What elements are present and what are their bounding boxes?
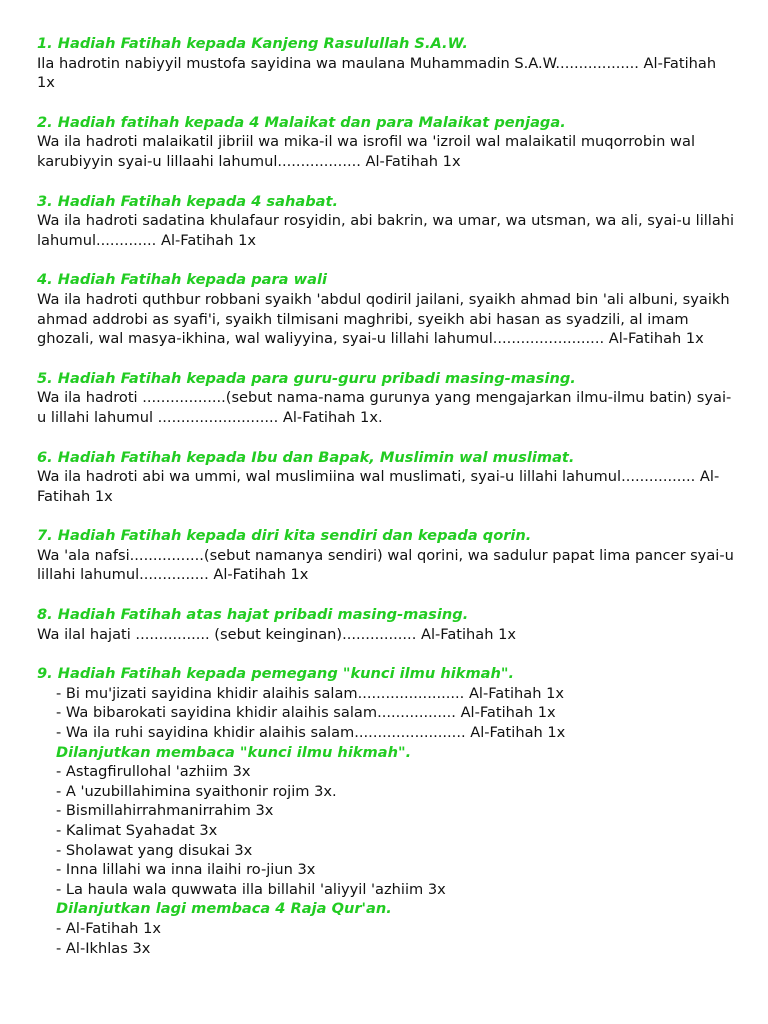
section-body: Wa ila hadroti quthbur robbani syaikh 'abdul qodiril jailani, syaikh ahmad bin 'ali albuni, syaikh ahmad addrobi as syafi'i, syaikh tilmisani maghribi, syeikh abi hasan as syadzili, al imam ghozali, wal masya-ikhina, wal waliyyina, syai-u lillahi lahumul........................ Al-Fatihah 1x [37, 290, 730, 348]
list-item: - Bi mu'jizati sayidina khidir alaihis salam....................... Al-Fatihah 1x [56, 684, 565, 702]
section-heading: 7. Hadiah Fatihah kepada diri kita sendiri dan kepada qorin. [37, 527, 532, 545]
section-heading: 9. Hadiah Fatihah kepada pemegang "kunci ilmu hikmah". [37, 665, 515, 683]
section-heading: 8. Hadiah Fatihah atas hajat pribadi masing-masing. [37, 606, 469, 624]
section-3 [37, 192, 738, 251]
section-7 [37, 526, 738, 585]
list-item: - La haula wala quwwata illa billahil 'aliyyil 'azhiim 3x [56, 880, 446, 898]
list-item: - Astagfirullohal 'azhiim 3x [56, 763, 251, 781]
section-body: Wa ila hadroti abi wa ummi, wal muslimiina wal muslimati, syai-u lillahi lahumul................ Al-Fatihah 1x [37, 468, 720, 505]
list-item: - Al-Fatihah 1x [56, 919, 161, 937]
section-body: Wa ila hadroti malaikatil jibriil wa mika-il wa isrofil wa 'izroil wal malaikatil muqorrobin wal karubiyyin syai-u lillaahi lahumul.................. Al-Fatihah 1x [37, 133, 695, 170]
section-heading: 6. Hadiah Fatihah kepada Ibu dan Bapak, Muslimin wal muslimat. [37, 448, 575, 466]
section-2 [37, 113, 738, 172]
list-item: - Al-Ikhlas 3x [56, 939, 151, 957]
list-item: - Sholawat yang disukai 3x [56, 841, 253, 859]
section-heading: 1. Hadiah Fatihah kepada Kanjeng Rasulullah S.A.W. [37, 35, 468, 52]
section-body: Wa ila hadroti ..................(sebut nama-nama gurunya yang mengajarkan ilmu-ilmu batin) syai-u lillahi lahumul .......................... Al-Fatihah 1x. [37, 389, 732, 426]
section-5 [37, 369, 738, 428]
list-item: - Bismillahirrahmanirrahim 3x [56, 802, 274, 820]
hikmah-list [37, 684, 738, 743]
section-6 [37, 448, 738, 507]
section-1 [37, 34, 738, 93]
list-item: - Wa bibarokati sayidina khidir alaihis salam................. Al-Fatihah 1x [56, 704, 556, 722]
section-body: Wa ilal hajati ................ (sebut keinginan)................ Al-Fatihah 1x [37, 625, 517, 643]
section-heading: 5. Hadiah Fatihah kepada para guru-guru pribadi masing-masing. [37, 369, 576, 387]
section-heading: 4. Hadiah Fatihah kepada para wali [37, 271, 327, 289]
raja-quran-list [37, 919, 738, 958]
section-body: Ila hadrotin nabiyyil mustofa sayidina wa maulana Muhammadin S.A.W.................. Al-Fatihah 1x [37, 54, 717, 92]
list-item: - Wa ila ruhi sayidina khidir alaihis salam........................ Al-Fatihah 1x [56, 724, 566, 742]
section-9 [37, 664, 738, 958]
section-8 [37, 605, 738, 644]
section-heading: 2. Hadiah fatihah kepada 4 Malaikat dan para Malaikat penjaga. [37, 113, 566, 131]
subheading: Dilanjutkan membaca "kunci ilmu hikmah". [56, 743, 412, 761]
section-4 [37, 270, 738, 348]
list-item: - Kalimat Syahadat 3x [56, 822, 218, 839]
section-body: Wa ila hadroti sadatina khulafaur rosyidin, abi bakrin, wa umar, wa utsman, wa ali, syai-u lillahi lahumul............. Al-Fatihah 1x [37, 212, 735, 249]
subheading: Dilanjutkan lagi membaca 4 Raja Qur'an. [56, 900, 392, 918]
kunci-list [37, 762, 738, 899]
list-item: - Inna lillahi wa inna ilaihi ro-jiun 3x [56, 861, 316, 879]
section-body: Wa 'ala nafsi................(sebut namanya sendiri) wal qorini, wa sadulur papat lima pancer syai-u lillahi lahumul............... Al-Fatihah 1x [37, 546, 734, 584]
section-heading: 3. Hadiah Fatihah kepada 4 sahabat. [37, 192, 339, 210]
list-item: - A 'uzubillahimina syaithonir rojim 3x. [56, 782, 337, 800]
